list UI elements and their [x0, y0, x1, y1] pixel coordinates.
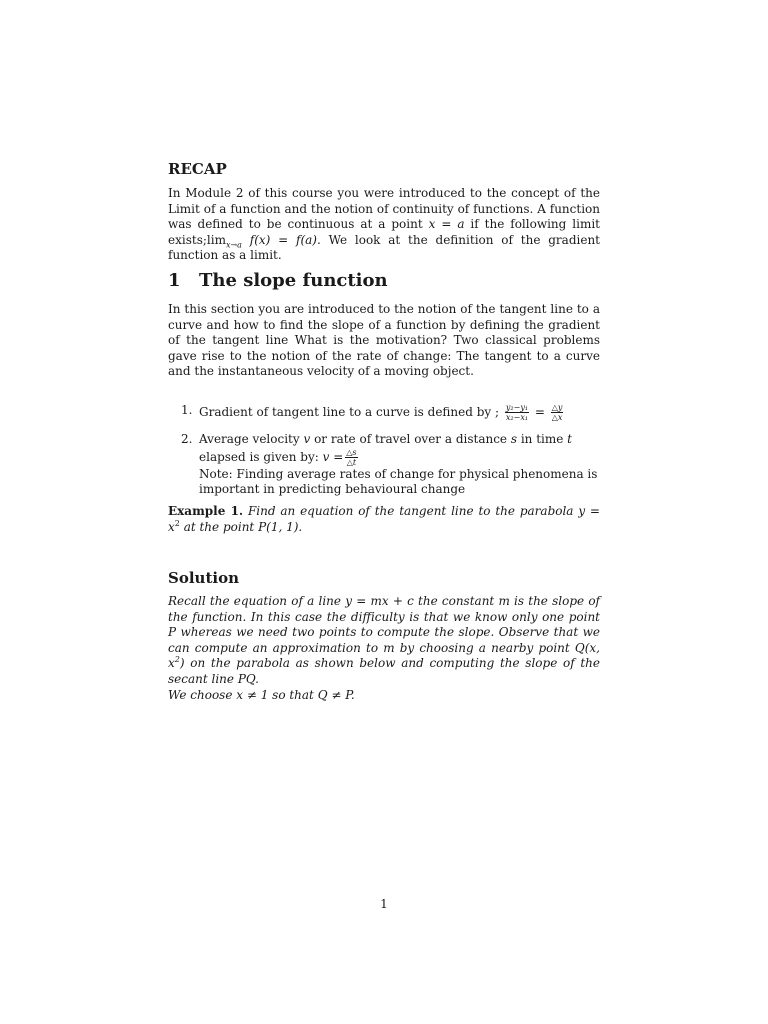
- list-text: elapsed is given by:: [199, 449, 323, 464]
- example-paragraph: [168, 504, 600, 535]
- solution-text: .: [350, 687, 355, 702]
- solution-heading: Solution: [168, 569, 239, 587]
- gradient-fraction: [505, 403, 529, 422]
- solution-point: Q(x, x: [168, 640, 600, 671]
- section-number: 1: [168, 270, 181, 291]
- definition-list: [168, 403, 600, 508]
- list-item: [168, 432, 600, 498]
- list-text: or rate of travel over a distance: [310, 432, 511, 446]
- equals-sign: =: [531, 405, 549, 419]
- example-text: at the point: [179, 519, 259, 534]
- solution-math: x ≠ 1: [236, 687, 269, 702]
- section-heading: [168, 270, 388, 291]
- fraction-numerator: y₂−y₁: [505, 403, 529, 412]
- fraction-numerator: △s: [346, 447, 357, 457]
- solution-point: ): [179, 656, 185, 671]
- list-note: Note: Finding average rates of change for physical phenomena is important in predicting behavioural change: [199, 466, 598, 497]
- example-math: y = x: [168, 504, 600, 534]
- math-var: v: [303, 432, 311, 446]
- fraction-denominator: △x: [551, 413, 563, 422]
- fraction-numerator: △y: [551, 403, 563, 412]
- velocity-fraction: [345, 448, 357, 467]
- list-item: [168, 403, 600, 422]
- list-number: 2.: [181, 432, 193, 446]
- fraction-denominator: △t: [346, 457, 357, 467]
- fraction-denominator: x₂−x₁: [505, 413, 529, 422]
- solution-math: Q ≠ P: [317, 687, 351, 702]
- recap-math: x = a: [428, 217, 465, 232]
- example-label: Example 1.: [168, 504, 244, 518]
- recap-math: f(x) = f(a).: [241, 232, 321, 247]
- example-text: Find an equation of the tangent line to the parabola: [243, 504, 579, 518]
- page-number: 1: [380, 897, 388, 911]
- math-expr: v =: [322, 449, 344, 464]
- section-title: The slope function: [199, 270, 388, 291]
- section-paragraph: In this section you are introduced to the notion of the tangent line to a curve and how to find the slope of a function by defining the gradient of the tangent line What is the motivation? Two classical problems gave rise to the notion of the rate of change: The tangent to a curve and the instantaneous velocity of a moving object.: [168, 302, 600, 379]
- recap-paragraph: [168, 186, 600, 264]
- solution-paragraph: [168, 594, 600, 703]
- solution-text: Recall the equation of a line y = mx + c the constant m is the slope of the function. In this case the difficulty is that we know only one point P whereas we need two points to compute the slope. Observe that we can compute an approximation to m by choosing a nearby point: [168, 594, 600, 655]
- recap-text: In Module 2 of this course you were introduced to the concept of the Limit of a function and the notion of continuity of functions. A function was defined to be continuous at a point: [168, 186, 600, 232]
- list-text: Gradient of tangent line to a curve is defined by ;: [199, 405, 503, 419]
- math-var: t: [567, 432, 572, 446]
- exponent: 2: [174, 518, 180, 528]
- example-point: P(1, 1).: [258, 519, 303, 534]
- limit-subscript: x→a: [225, 240, 242, 250]
- list-text: Average velocity: [199, 432, 304, 446]
- solution-text: We choose: [168, 687, 237, 702]
- recap-text: We look at the definition of the gradient function as a limit.: [168, 232, 600, 263]
- solution-text: on the parabola as shown below and computing the slope of the secant line PQ.: [168, 656, 600, 686]
- list-number: 1.: [181, 403, 193, 417]
- list-text: in time: [517, 432, 568, 446]
- recap-text: if the following limit exists;lim: [168, 217, 600, 247]
- math-var: s: [510, 432, 518, 446]
- delta-fraction: [551, 403, 564, 422]
- exponent: 2: [174, 655, 180, 665]
- recap-heading: RECAP: [168, 160, 227, 178]
- solution-text: so that: [268, 687, 318, 702]
